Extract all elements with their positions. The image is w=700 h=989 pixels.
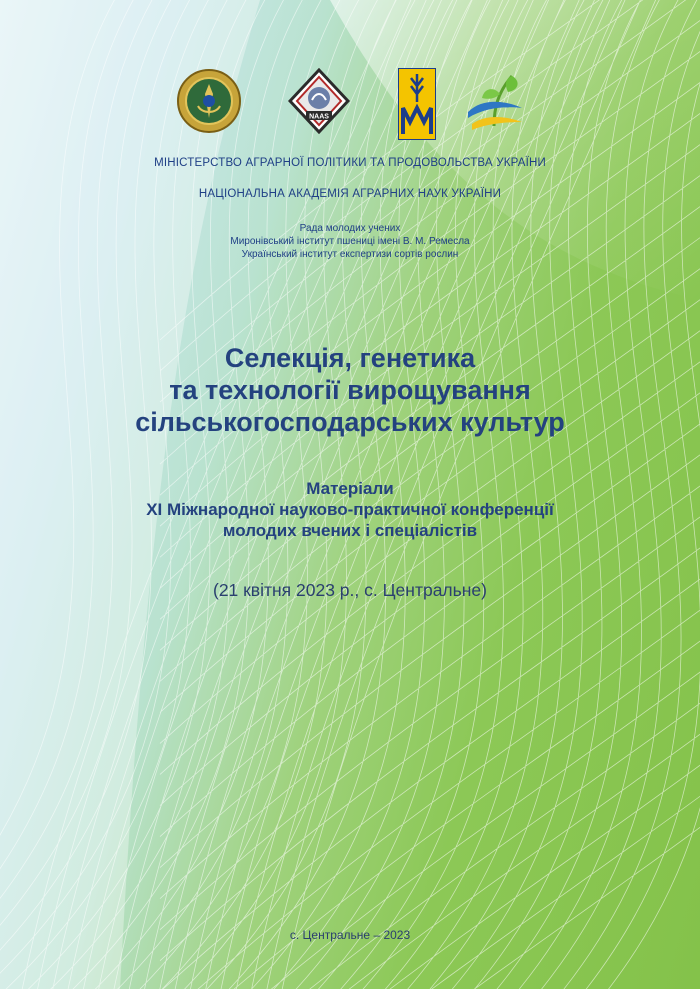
ministry-emblem-icon <box>176 68 242 134</box>
naas-logo-text: NAAS <box>309 113 329 121</box>
title-line-2: та технології вирощування <box>169 375 531 405</box>
publication-place-year: с. Центральне – 2023 <box>289 928 411 942</box>
naas-logo-icon <box>288 68 350 134</box>
subtitle-line-3: молодих вчених і спеціалістів <box>222 521 478 540</box>
logo-row <box>0 68 700 144</box>
document-title <box>0 342 700 438</box>
variety-expertise-logo-icon <box>464 68 526 140</box>
institute-name-1: Миронівський інститут пшениці імені В. М. Ремесла <box>230 236 470 247</box>
organizers-block <box>0 222 700 261</box>
title-line-3: сільськогосподарських культур <box>135 407 565 437</box>
subtitle-line-2: XI Міжнародної науково-практичної конференції <box>146 500 554 519</box>
institute-name-2: Український інститут експертизи сортів рослин <box>241 249 459 260</box>
title-line-1: Селекція, генетика <box>224 343 476 373</box>
academy-name: НАЦІОНАЛЬНА АКАДЕМІЯ АГРАРНИХ НАУК УКРАЇНИ <box>198 188 502 200</box>
subtitle-line-1: Матеріали <box>306 479 394 498</box>
document-subtitle <box>0 478 700 541</box>
ministry-name: МІНІСТЕРСТВО АГРАРНОЇ ПОЛІТИКИ ТА ПРОДОВОЛЬСТВА УКРАЇНИ <box>154 157 546 169</box>
event-date: (21 квітня 2023 р., с. Центральне) <box>213 580 487 600</box>
wheat-institute-logo-icon <box>398 68 436 140</box>
council-name: Рада молодих учених <box>299 223 401 234</box>
